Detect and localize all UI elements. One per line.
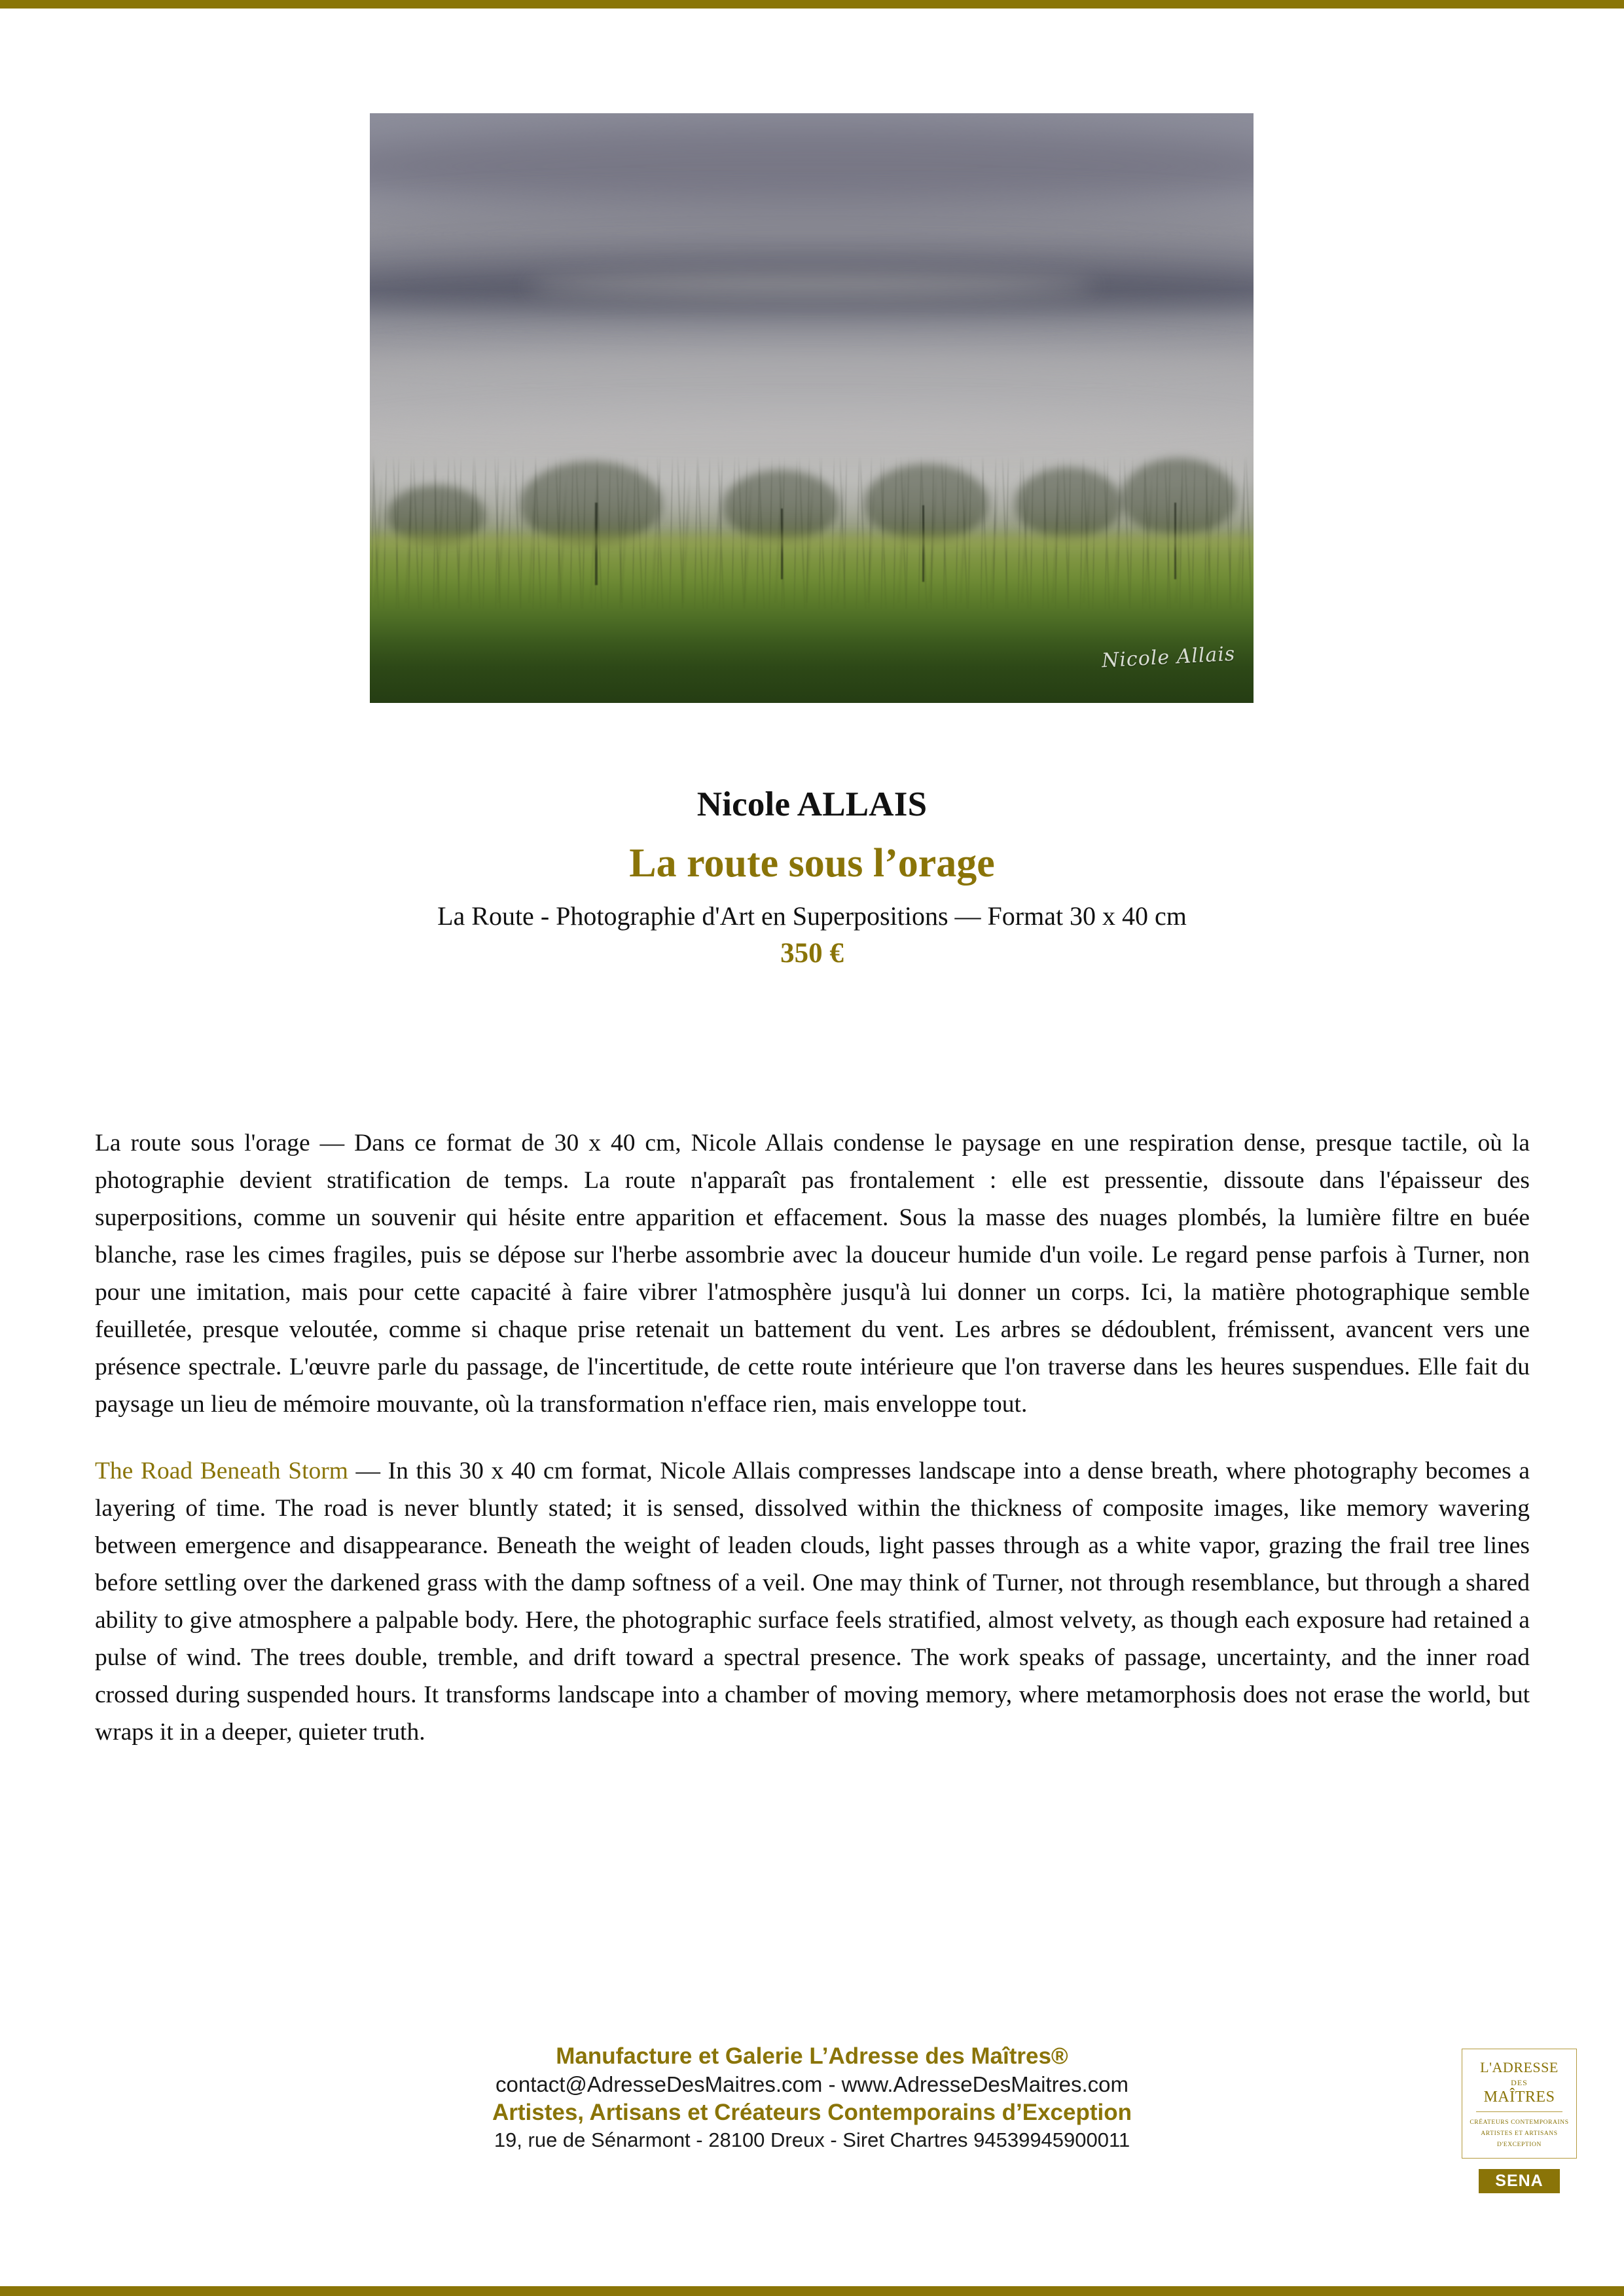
cloud-band-5	[370, 308, 1254, 355]
logo-line-maitres: MAÎTRES	[1483, 2089, 1555, 2106]
artwork-title: La route sous l’orage	[629, 841, 995, 886]
cloud-band-1	[370, 125, 1254, 207]
footer-tagline: Artistes, Artisans et Créateurs Contemporains d’Exception	[492, 2099, 1132, 2125]
description-body	[95, 1124, 1530, 1751]
tree-crown	[1121, 458, 1236, 535]
brand-logo	[1462, 2049, 1577, 2159]
footer-block	[0, 2042, 1624, 2153]
description-lede-en: The Road Beneath Storm	[95, 1458, 348, 1484]
grass-highlight	[370, 529, 1254, 552]
logo-line-des: DES	[1511, 2078, 1528, 2088]
tree-crown	[1015, 467, 1121, 538]
top-gold-rule	[0, 0, 1624, 9]
artwork-price: 350 €	[780, 938, 844, 969]
logo-divider	[1476, 2111, 1563, 2112]
artwork-subtitle: La Route - Photographie d'Art en Superpositions — Format 30 x 40 cm	[437, 901, 1187, 931]
cloud-band-6	[370, 349, 1254, 420]
logo-area	[1462, 2049, 1577, 2193]
logo-subline-2: ARTISTES ET ARTISANS	[1481, 2130, 1558, 2137]
sena-badge: SENA	[1479, 2169, 1560, 2193]
description-paragraph-fr: La route sous l'orage — Dans ce format de 30 x 40 cm, Nicole Allais condense le paysage en une respiration dense, presque tactile, où la photographie devient stratification de temps. La route n'apparaît pas frontalement : elle est pressentie, dissoute dans l'épaisseur des superpositions, comme un souvenir qui hésite entre apparition et effacement. Sous la masse des nuages plombés, la lumière filtre en buée blanche, rase les cimes fragiles, puis se dépose sur l'herbe assombrie avec la douceur humide d'un voile. Le regard pense parfois à Turner, non pour une imitation, mais pour cette capacité à faire vibrer l'atmosphère jusqu'à lui donner un corps. Ici, la matière photographique semble feuilletée, presque veloutée, comme si chaque prise retenait un battement du vent. Les arbres se dédoublent, frémissent, avancent vers une présence spectrale. L'œuvre parle du passage, de l'incertitude, de cette route intérieure que l'on traverse dans les heures suspendues. Elle fait du paysage un lieu de mémoire mouvante, où la transformation n'efface rien, mais enveloppe tout.	[95, 1130, 1530, 1418]
title-block	[0, 785, 1624, 969]
bottom-gold-rule	[0, 2286, 1624, 2296]
artist-name: Nicole ALLAIS	[696, 785, 928, 823]
logo-subline-3: D'EXCEPTION	[1497, 2141, 1542, 2148]
description-rest-en: — In this 30 x 40 cm format, Nicole Allais compresses landscape into a dense breath, where photography becomes a layering of time. The road is never bluntly stated; it is sensed, dissolved within the thickness of composite images, like memory wavering between emergence and disappearance. Beneath the weight of leaden clouds, light passes through as a white vapor, grazing the frail tree lines before settling over the darkened grass with the damp softness of a veil. One may think of Turner, not through resemblance, but through a shared ability to give atmosphere a palpable body. Here, the photographic surface feels stratified, almost velvety, as though each exposure had retained a pulse of wind. The trees double, tremble, and drift toward a spectral presence. The work speaks of passage, uncertainty, and the inner road crossed during suspended hours. It transforms landscape into a chamber of moving memory, where metamorphosis does not erase the world, but wraps it in a deeper, quieter truth.	[95, 1458, 1530, 1746]
artwork-canvas	[370, 113, 1254, 703]
artwork-image	[370, 113, 1254, 703]
logo-line-adresse: L'ADRESSE	[1480, 2059, 1559, 2075]
description-paragraph-en	[95, 1452, 1530, 1751]
footer-brand: Manufacture et Galerie L’Adresse des Maîtres®	[556, 2043, 1068, 2069]
footer-address: 19, rue de Sénarmont - 28100 Dreux - Siret Chartres 94539945900011	[494, 2128, 1130, 2151]
artist-signature: Nicole Allais	[1100, 642, 1236, 673]
logo-subline-1: CRÉATEURS CONTEMPORAINS	[1470, 2119, 1569, 2126]
cloud-light-break	[529, 276, 1094, 296]
footer-contact[interactable]: contact@AdresseDesMaitres.com - www.AdresseDesMaitres.com	[496, 2072, 1128, 2097]
